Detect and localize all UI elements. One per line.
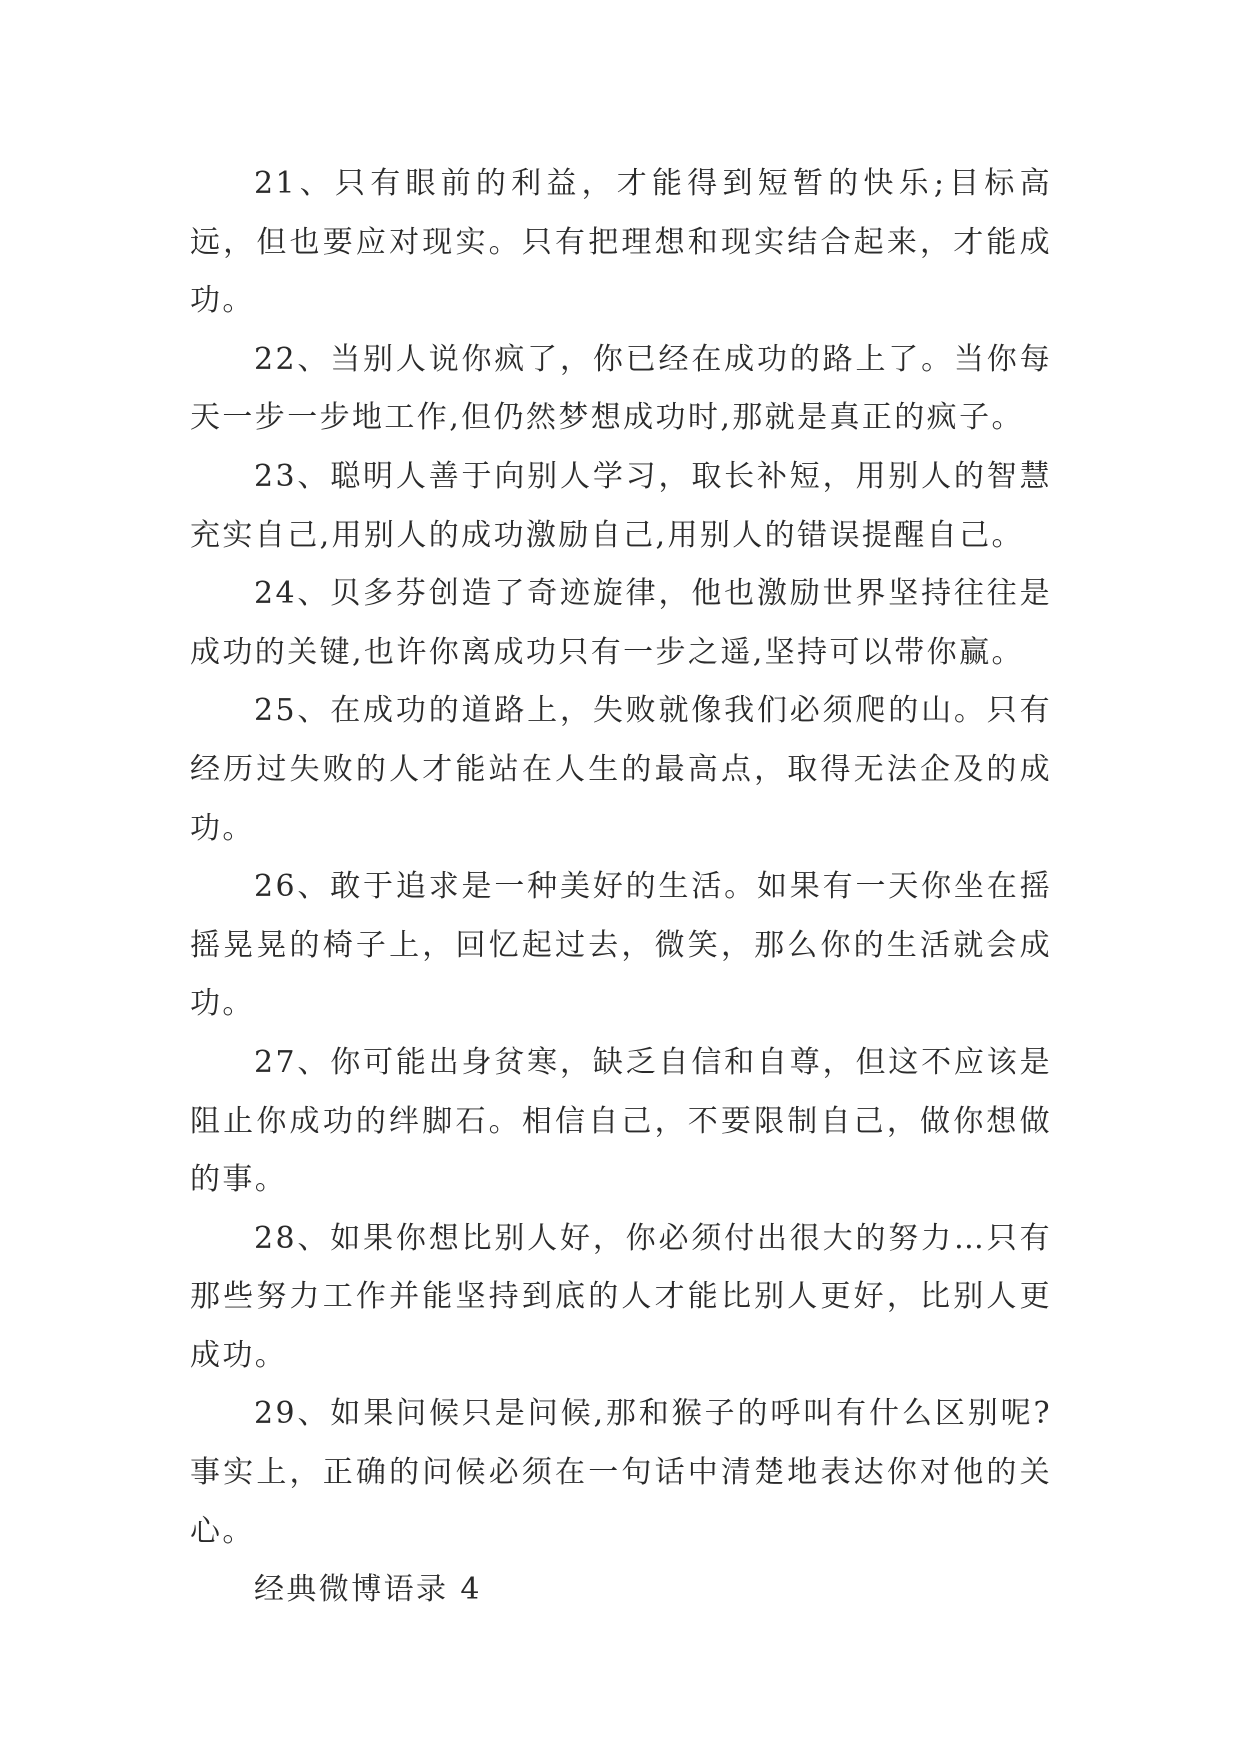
paragraph-25: 25、在成功的道路上，失败就像我们必须爬的山。只有经历过失败的人才能站在人生的最高点，取得无法企及的成功。 — [190, 693, 1052, 846]
paragraph-21: 21、只有眼前的利益，才能得到短暂的快乐;目标高远，但也要应对现实。只有把理想和现实结合起来，才能成功。 — [190, 166, 1052, 319]
paragraph-23: 23、聪明人善于向别人学习，取长补短，用别人的智慧充实自己,用别人的成功激励自己,用别人的错误提醒自己。 — [190, 458, 1052, 553]
section-heading: 经典微博语录 4 — [254, 1572, 482, 1608]
paragraph-27: 27、你可能出身贫寒，缺乏自信和自尊，但这不应该是阻止你成功的绊脚石。相信自己，不要限制自己，做你想做的事。 — [190, 1044, 1052, 1198]
paragraph-24: 24、贝多芬创造了奇迹旋律，他也激励世界坚持往往是成功的关键,也许你离成功只有一步之遥,坚持可以带你赢。 — [190, 576, 1052, 670]
paragraph-22: 22、当别人说你疯了，你已经在成功的路上了。当你每天一步一步地工作,但仍然梦想成功时,那就是真正的疯子。 — [190, 341, 1052, 436]
paragraph-26: 26、敢于追求是一种美好的生活。如果有一天你坐在摇摇晃晃的椅子上，回忆起过去，微笑，那么你的生活就会成功。 — [190, 869, 1052, 1022]
paragraph-28: 28、如果你想比别人好，你必须付出很大的努力…只有那些努力工作并能坚持到底的人才能比别人更好，比别人更成功。 — [190, 1220, 1052, 1373]
paragraph-29: 29、如果问候只是问候,那和猴子的呼叫有什么区别呢?事实上，正确的问候必须在一句话中清楚地表达你对他的关心。 — [190, 1396, 1052, 1549]
document-body — [190, 155, 1052, 1620]
